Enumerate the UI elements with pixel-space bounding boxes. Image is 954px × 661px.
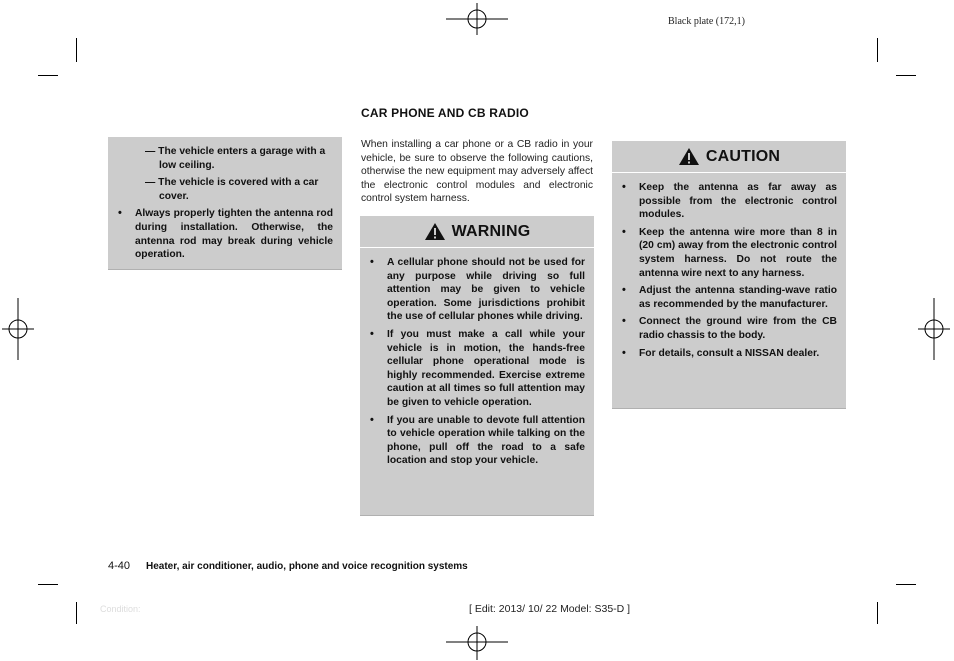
condition-label: Condition: <box>100 604 141 614</box>
continued-caution-box <box>108 137 342 270</box>
crop-mark <box>877 38 878 62</box>
plate-label: Black plate (172,1) <box>668 16 745 27</box>
warning-bullet: • If you are unable to devote full attention to vehicle operation while talking on the phone, pull off the road to a safe location and stop your vehicle. <box>369 414 585 468</box>
registration-mark-icon <box>918 298 950 360</box>
caution-bullet: • Keep the antenna as far away as possible from the electronic control modules. <box>621 181 837 222</box>
crop-mark <box>896 584 916 585</box>
crop-mark <box>76 602 77 624</box>
crop-mark <box>877 602 878 624</box>
warning-bullet: • A cellular phone should not be used for any purpose while driving so full attention may be given to vehicle operation. Some jurisdictions prohibit the use of cellular phones while driving. <box>369 256 585 324</box>
warning-header <box>360 216 594 248</box>
intro-paragraph: When installing a car phone or a CB radio in your vehicle, be sure to observe the following cautions, otherwise the new equipment may adversely affect the electronic control modules and electronic control system harness. <box>361 139 593 205</box>
caution-bullet: • For details, consult a NISSAN dealer. <box>621 347 837 361</box>
crop-mark <box>76 38 77 62</box>
chapter-title: Heater, air conditioner, audio, phone and voice recognition systems <box>146 561 468 572</box>
caution-bullet: • Connect the ground wire from the CB radio chassis to the body. <box>621 315 837 342</box>
warning-title: WARNING <box>451 222 531 240</box>
registration-mark-icon <box>446 3 508 35</box>
crop-mark <box>38 75 58 76</box>
section-title: CAR PHONE AND CB RADIO <box>361 106 529 120</box>
caution-box <box>612 141 846 409</box>
crop-mark <box>896 75 916 76</box>
warning-box <box>360 216 594 516</box>
caution-bullet: • Adjust the antenna standing-wave ratio as recommended by the manufacturer. <box>621 284 837 311</box>
page-number: 4-40 <box>108 560 131 572</box>
registration-mark-icon <box>2 298 34 360</box>
bullet-item: • Always properly tighten the antenna rod during installation. Otherwise, the antenna rod may break during vehicle operation. <box>117 207 333 261</box>
warning-triangle-icon <box>678 147 700 166</box>
edit-info: [ Edit: 2013/ 10/ 22 Model: S35-D ] <box>469 603 631 615</box>
caution-bullet: • Keep the antenna wire more than 8 in (20 cm) away from the electronic control system harness. Do not route the antenna wire next to any harness. <box>621 226 837 280</box>
caution-title: CAUTION <box>705 147 781 165</box>
crop-mark <box>38 584 58 585</box>
registration-mark-icon <box>446 626 508 660</box>
warning-bullet: • If you must make a call while your vehicle is in motion, the hands-free cellular phone operational mode is highly recommended. Exercise extreme caution at all times so full attention may be given to vehicle operation. <box>369 328 585 410</box>
warning-triangle-icon <box>424 222 446 241</box>
caution-header <box>612 141 846 173</box>
dash-item: — The vehicle is covered with a car cover. <box>145 177 319 202</box>
dash-item: — The vehicle enters a garage with a low ceiling. <box>145 146 326 171</box>
